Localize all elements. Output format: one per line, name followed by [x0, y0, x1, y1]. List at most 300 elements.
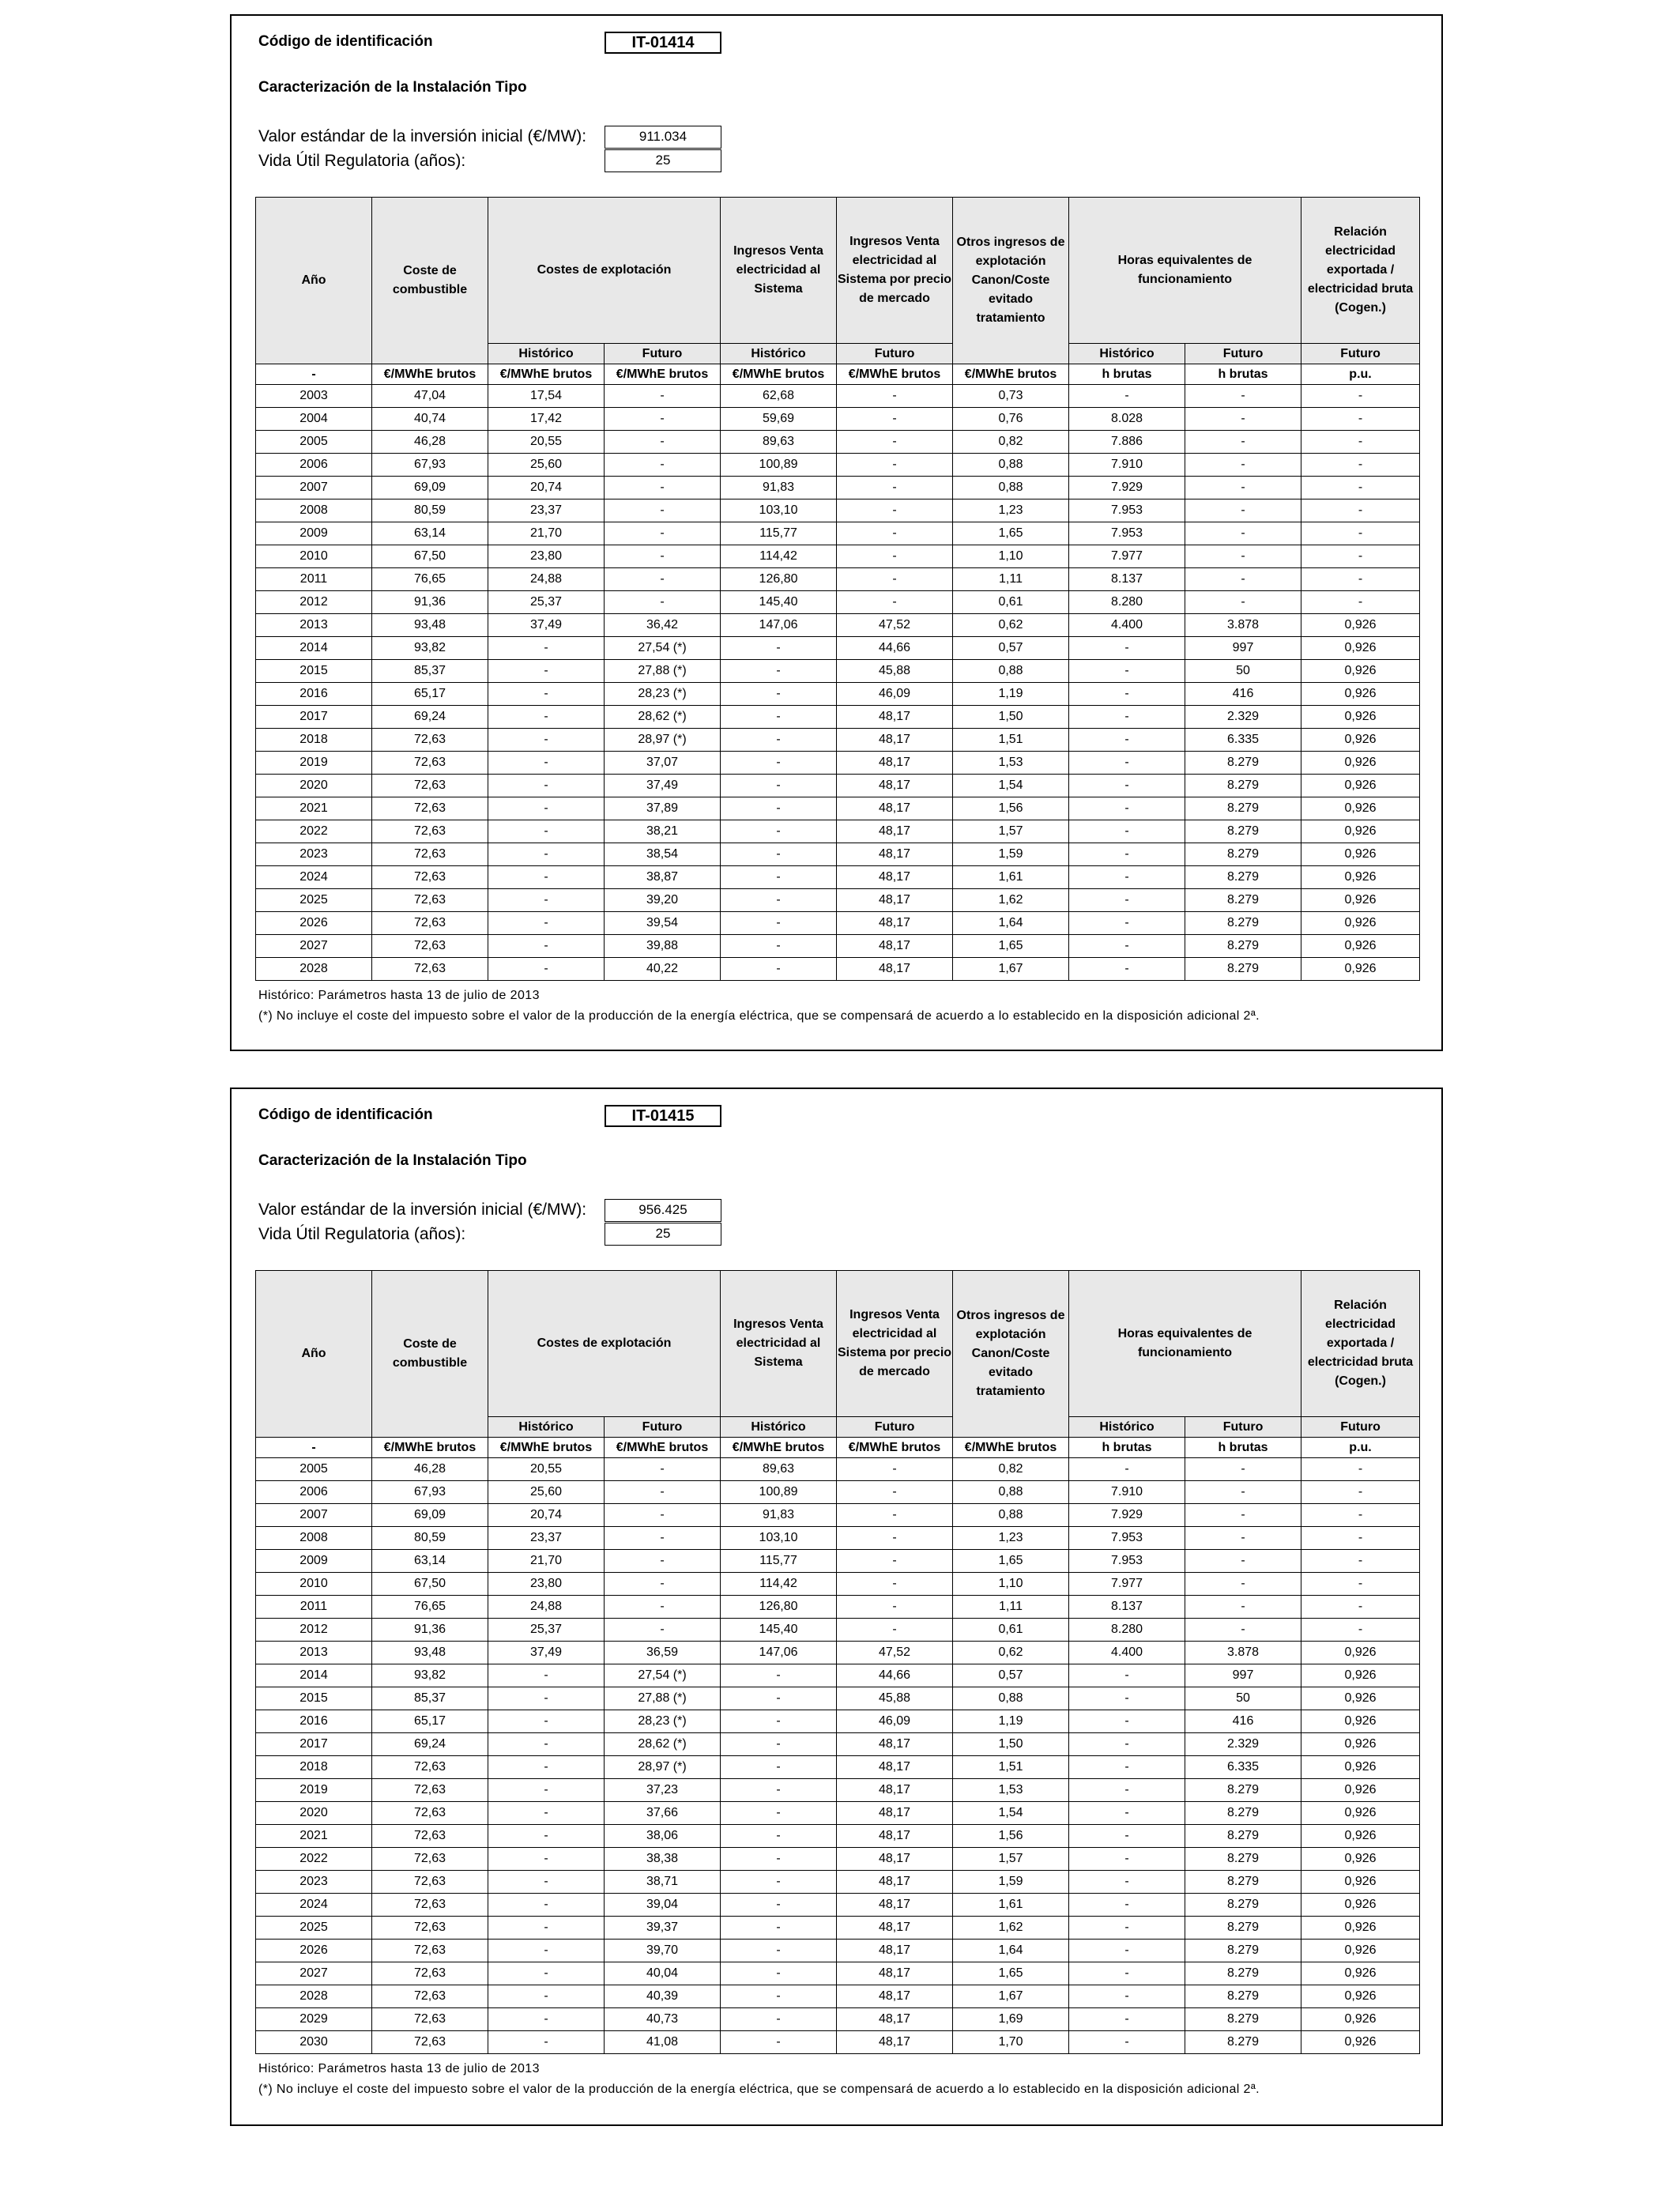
- table-row: [256, 1550, 1420, 1573]
- col-costes-explotacion: Costes de explotación: [488, 1271, 721, 1417]
- table-cell: 72,63: [372, 1779, 488, 1802]
- table-cell: -: [488, 958, 605, 981]
- table-cell: -: [1301, 1596, 1420, 1619]
- table-cell: 115,77: [721, 522, 837, 545]
- table-cell: 0,926: [1301, 843, 1420, 866]
- table-cell: -: [488, 1825, 605, 1848]
- table-row: [256, 866, 1420, 889]
- unit-cell: h brutas: [1185, 364, 1301, 385]
- notes: [258, 2059, 1260, 2100]
- table-cell: 0,82: [953, 431, 1069, 454]
- table-row: [256, 1940, 1420, 1962]
- table-cell: -: [837, 1573, 953, 1596]
- table-cell: -: [1069, 637, 1185, 660]
- table-cell: 37,23: [605, 1779, 721, 1802]
- unit-cell: h brutas: [1069, 364, 1185, 385]
- table-cell: -: [605, 545, 721, 568]
- table-row: [256, 477, 1420, 499]
- table-cell: 28,97 (*): [605, 729, 721, 752]
- table-cell: 1,51: [953, 1756, 1069, 1779]
- table-cell: 72,63: [372, 1985, 488, 2008]
- table-cell: 8.279: [1185, 1985, 1301, 2008]
- table-cell: 2010: [256, 545, 372, 568]
- table-cell: 72,63: [372, 866, 488, 889]
- table-cell: 2028: [256, 958, 372, 981]
- table-cell: 69,24: [372, 706, 488, 729]
- table-cell: 2025: [256, 889, 372, 912]
- table-cell: 2026: [256, 1940, 372, 1962]
- table-cell: 0,926: [1301, 1871, 1420, 1894]
- table-cell: 1,57: [953, 1848, 1069, 1871]
- table-cell: 114,42: [721, 1573, 837, 1596]
- unit-cell: h brutas: [1069, 1438, 1185, 1458]
- table-row: [256, 637, 1420, 660]
- table-cell: 1,59: [953, 843, 1069, 866]
- table-cell: -: [1069, 683, 1185, 706]
- table-cell: 8.137: [1069, 568, 1185, 591]
- table-cell: 1,19: [953, 1710, 1069, 1733]
- table-cell: 38,38: [605, 1848, 721, 1871]
- table-cell: 20,55: [488, 431, 605, 454]
- table-body: [256, 1458, 1420, 2054]
- table-cell: 145,40: [721, 1619, 837, 1642]
- table-cell: -: [1185, 591, 1301, 614]
- unit-cell: €/MWhE brutos: [488, 1438, 605, 1458]
- table-row: [256, 958, 1420, 981]
- table-cell: 28,97 (*): [605, 1756, 721, 1779]
- table-cell: 0,926: [1301, 1733, 1420, 1756]
- table-cell: 28,23 (*): [605, 683, 721, 706]
- table-row: [256, 889, 1420, 912]
- unit-cell: €/MWhE brutos: [721, 364, 837, 385]
- table-cell: -: [605, 1527, 721, 1550]
- table-body: [256, 385, 1420, 981]
- table-cell: 1,65: [953, 1550, 1069, 1573]
- table-cell: 46,28: [372, 1458, 488, 1481]
- table-cell: 72,63: [372, 1917, 488, 1940]
- sub-futuro: Futuro: [1301, 1417, 1420, 1438]
- table-cell: -: [721, 889, 837, 912]
- table-cell: 48,17: [837, 1756, 953, 1779]
- table-cell: 20,55: [488, 1458, 605, 1481]
- col-otros-ingresos: Otros ingresos de explotación Canon/Coste evitado tratamiento: [953, 198, 1069, 364]
- table-cell: 72,63: [372, 1962, 488, 1985]
- table-cell: 24,88: [488, 1596, 605, 1619]
- col-anio: Año: [256, 1271, 372, 1438]
- unit-cell: €/MWhE brutos: [837, 1438, 953, 1458]
- table-cell: -: [605, 499, 721, 522]
- table-cell: 85,37: [372, 1687, 488, 1710]
- table-cell: 27,54 (*): [605, 1664, 721, 1687]
- table-cell: 37,49: [488, 1642, 605, 1664]
- sub-futuro: Futuro: [837, 344, 953, 364]
- table-cell: 115,77: [721, 1550, 837, 1573]
- table-cell: 7.953: [1069, 1527, 1185, 1550]
- table-cell: 93,48: [372, 614, 488, 637]
- code-label: Código de identificación: [258, 1106, 433, 1123]
- table-cell: 38,71: [605, 1871, 721, 1894]
- sub-futuro: Futuro: [605, 344, 721, 364]
- table-cell: 1,64: [953, 912, 1069, 935]
- table-cell: 0,926: [1301, 1756, 1420, 1779]
- table-cell: 39,20: [605, 889, 721, 912]
- table-cell: 48,17: [837, 729, 953, 752]
- table-cell: -: [721, 1664, 837, 1687]
- table-cell: 1,54: [953, 775, 1069, 797]
- table-cell: 2.329: [1185, 706, 1301, 729]
- table-cell: -: [721, 1779, 837, 1802]
- table-cell: 37,49: [488, 614, 605, 637]
- table-cell: 37,66: [605, 1802, 721, 1825]
- table-cell: 1,70: [953, 2031, 1069, 2054]
- table-cell: 1,10: [953, 1573, 1069, 1596]
- table-cell: -: [1301, 499, 1420, 522]
- table-cell: 63,14: [372, 1550, 488, 1573]
- table-cell: 45,88: [837, 660, 953, 683]
- table-cell: -: [837, 1596, 953, 1619]
- table-cell: 0,926: [1301, 2008, 1420, 2031]
- table-cell: 23,80: [488, 545, 605, 568]
- col-otros-ingresos: Otros ingresos de explotación Canon/Coste evitado tratamiento: [953, 1271, 1069, 1438]
- table-cell: 0,926: [1301, 1779, 1420, 1802]
- table-cell: 48,17: [837, 912, 953, 935]
- table-cell: 46,28: [372, 431, 488, 454]
- table-row: [256, 385, 1420, 408]
- table-cell: -: [837, 568, 953, 591]
- table-cell: 8.279: [1185, 2008, 1301, 2031]
- table-cell: -: [1301, 408, 1420, 431]
- table-cell: 48,17: [837, 775, 953, 797]
- sub-historico: Histórico: [488, 344, 605, 364]
- table-cell: 48,17: [837, 752, 953, 775]
- table-cell: -: [605, 454, 721, 477]
- table-cell: 2008: [256, 1527, 372, 1550]
- table-cell: 1,19: [953, 683, 1069, 706]
- table-cell: 48,17: [837, 820, 953, 843]
- table-cell: -: [488, 1779, 605, 1802]
- table-cell: 7.910: [1069, 454, 1185, 477]
- unit-cell: €/MWhE brutos: [953, 1438, 1069, 1458]
- unit-cell: -: [256, 364, 372, 385]
- table-cell: 0,926: [1301, 683, 1420, 706]
- table-cell: -: [1069, 1985, 1185, 2008]
- table-cell: 23,37: [488, 1527, 605, 1550]
- table-cell: -: [605, 591, 721, 614]
- table-cell: -: [1185, 568, 1301, 591]
- table-cell: -: [488, 1871, 605, 1894]
- table-cell: -: [721, 820, 837, 843]
- sub-futuro: Futuro: [1185, 344, 1301, 364]
- table-cell: -: [1069, 1871, 1185, 1894]
- installation-panel: [230, 14, 1443, 1051]
- table-cell: 0,57: [953, 637, 1069, 660]
- note-historico: Histórico: Parámetros hasta 13 de julio de 2013: [258, 989, 540, 1002]
- table-cell: 40,04: [605, 1962, 721, 1985]
- table-row: [256, 912, 1420, 935]
- table-cell: 50: [1185, 1687, 1301, 1710]
- table-cell: 38,21: [605, 820, 721, 843]
- table-row: [256, 706, 1420, 729]
- table-cell: 20,74: [488, 1504, 605, 1527]
- table-row: [256, 1962, 1420, 1985]
- table-cell: -: [488, 752, 605, 775]
- table-cell: -: [488, 1985, 605, 2008]
- unit-cell: €/MWhE brutos: [953, 364, 1069, 385]
- col-relacion: Relación electricidad exportada / electricidad bruta (Cogen.): [1301, 1271, 1420, 1417]
- table-cell: 7.953: [1069, 499, 1185, 522]
- table-cell: 997: [1185, 1664, 1301, 1687]
- table-cell: 2009: [256, 522, 372, 545]
- table-cell: 44,66: [837, 1664, 953, 1687]
- table-cell: 1,11: [953, 1596, 1069, 1619]
- table-cell: 2006: [256, 454, 372, 477]
- unit-cell: -: [256, 1438, 372, 1458]
- table-cell: 1,56: [953, 1825, 1069, 1848]
- table-cell: 2004: [256, 408, 372, 431]
- table-cell: 40,74: [372, 408, 488, 431]
- sub-futuro: Futuro: [1301, 344, 1420, 364]
- table-cell: -: [488, 1687, 605, 1710]
- sub-historico: Histórico: [721, 1417, 837, 1438]
- table-cell: 48,17: [837, 1940, 953, 1962]
- table-cell: 1,50: [953, 706, 1069, 729]
- table-cell: -: [721, 752, 837, 775]
- col-costes-explotacion: Costes de explotación: [488, 198, 721, 344]
- table-cell: 0,73: [953, 385, 1069, 408]
- unit-cell: h brutas: [1185, 1438, 1301, 1458]
- table-row: [256, 1825, 1420, 1848]
- table-cell: -: [837, 454, 953, 477]
- table-cell: 1,61: [953, 866, 1069, 889]
- table-cell: 23,80: [488, 1573, 605, 1596]
- table-cell: -: [1069, 1733, 1185, 1756]
- table-cell: -: [488, 2031, 605, 2054]
- table-cell: 8.279: [1185, 866, 1301, 889]
- table-cell: 0,926: [1301, 866, 1420, 889]
- table-cell: -: [488, 775, 605, 797]
- table-cell: -: [721, 1710, 837, 1733]
- table-cell: 72,63: [372, 935, 488, 958]
- table-cell: 1,53: [953, 1779, 1069, 1802]
- table-cell: 7.953: [1069, 522, 1185, 545]
- table-cell: 4.400: [1069, 614, 1185, 637]
- unit-cell: €/MWhE brutos: [721, 1438, 837, 1458]
- table-cell: -: [721, 1687, 837, 1710]
- table-cell: -: [488, 1894, 605, 1917]
- table-cell: 38,06: [605, 1825, 721, 1848]
- table-cell: 28,23 (*): [605, 1710, 721, 1733]
- table-cell: -: [1069, 1802, 1185, 1825]
- unit-cell: p.u.: [1301, 1438, 1420, 1458]
- code-value: IT-01415: [605, 1105, 721, 1127]
- table-cell: 48,17: [837, 866, 953, 889]
- table-cell: 7.929: [1069, 477, 1185, 499]
- table-cell: 0,926: [1301, 1985, 1420, 2008]
- table-cell: 72,63: [372, 775, 488, 797]
- sub-historico: Histórico: [1069, 1417, 1185, 1438]
- table-cell: -: [1069, 1940, 1185, 1962]
- table-cell: -: [721, 1917, 837, 1940]
- table-cell: -: [721, 775, 837, 797]
- table-cell: -: [488, 683, 605, 706]
- table-cell: -: [837, 1550, 953, 1573]
- table-cell: -: [488, 2008, 605, 2031]
- table-cell: -: [605, 568, 721, 591]
- table-cell: 2013: [256, 614, 372, 637]
- table-cell: 48,17: [837, 1733, 953, 1756]
- table-cell: 2017: [256, 1733, 372, 1756]
- unit-cell: €/MWhE brutos: [605, 364, 721, 385]
- table-cell: -: [488, 1664, 605, 1687]
- table-cell: 69,09: [372, 477, 488, 499]
- table-cell: 1,67: [953, 1985, 1069, 2008]
- table-cell: 145,40: [721, 591, 837, 614]
- table-row: [256, 1802, 1420, 1825]
- table-row: [256, 1894, 1420, 1917]
- table-cell: 21,70: [488, 1550, 605, 1573]
- table-row: [256, 1779, 1420, 1802]
- code-label: Código de identificación: [258, 33, 433, 50]
- table-cell: 0,926: [1301, 912, 1420, 935]
- investment-value: 911.034: [605, 126, 721, 149]
- table-cell: -: [837, 591, 953, 614]
- table-cell: 8.279: [1185, 775, 1301, 797]
- table-row: [256, 1756, 1420, 1779]
- table-cell: 72,63: [372, 912, 488, 935]
- table-cell: -: [1069, 775, 1185, 797]
- table-cell: 8.279: [1185, 912, 1301, 935]
- table-cell: 0,76: [953, 408, 1069, 431]
- table-cell: 65,17: [372, 1710, 488, 1733]
- table-row: [256, 1917, 1420, 1940]
- table-cell: 0,926: [1301, 797, 1420, 820]
- table-cell: -: [605, 1481, 721, 1504]
- table-cell: 2012: [256, 591, 372, 614]
- table-row: [256, 1573, 1420, 1596]
- table-cell: 2017: [256, 706, 372, 729]
- table-row: [256, 1596, 1420, 1619]
- table-cell: -: [1301, 1527, 1420, 1550]
- code-value: IT-01414: [605, 32, 721, 54]
- table-cell: -: [605, 1550, 721, 1573]
- table-cell: -: [1301, 568, 1420, 591]
- table-cell: 69,09: [372, 1504, 488, 1527]
- table-cell: 1,62: [953, 889, 1069, 912]
- table-cell: 1,62: [953, 1917, 1069, 1940]
- table-cell: 2025: [256, 1917, 372, 1940]
- table-cell: -: [1185, 1573, 1301, 1596]
- table-cell: 39,54: [605, 912, 721, 935]
- sub-historico: Histórico: [488, 1417, 605, 1438]
- table-cell: 0,62: [953, 614, 1069, 637]
- col-relacion: Relación electricidad exportada / electricidad bruta (Cogen.): [1301, 198, 1420, 344]
- table-cell: 48,17: [837, 797, 953, 820]
- table-cell: -: [605, 1458, 721, 1481]
- table-cell: -: [721, 1848, 837, 1871]
- table-cell: 4.400: [1069, 1642, 1185, 1664]
- table-cell: -: [605, 1596, 721, 1619]
- table-cell: 85,37: [372, 660, 488, 683]
- table-cell: 91,36: [372, 1619, 488, 1642]
- table-row: [256, 614, 1420, 637]
- table-cell: -: [837, 1504, 953, 1527]
- table-cell: -: [488, 1802, 605, 1825]
- table-cell: -: [1185, 385, 1301, 408]
- table-cell: 0,88: [953, 477, 1069, 499]
- table-cell: -: [721, 912, 837, 935]
- table-cell: -: [1069, 1458, 1185, 1481]
- table-row: [256, 499, 1420, 522]
- table-cell: 2011: [256, 1596, 372, 1619]
- table-cell: 1,10: [953, 545, 1069, 568]
- table-cell: -: [605, 1504, 721, 1527]
- table-cell: 72,63: [372, 1894, 488, 1917]
- table-cell: 27,54 (*): [605, 637, 721, 660]
- table-cell: -: [1069, 843, 1185, 866]
- table-cell: 72,63: [372, 889, 488, 912]
- table-cell: -: [1185, 545, 1301, 568]
- table-cell: 44,66: [837, 637, 953, 660]
- table-cell: 100,89: [721, 454, 837, 477]
- investment-label: Valor estándar de la inversión inicial (€/MW):: [258, 1201, 587, 1219]
- table-cell: 416: [1185, 1710, 1301, 1733]
- table-cell: 67,93: [372, 454, 488, 477]
- table-cell: 0,926: [1301, 1894, 1420, 1917]
- table-cell: -: [488, 866, 605, 889]
- table-cell: 48,17: [837, 1779, 953, 1802]
- table-cell: -: [488, 1733, 605, 1756]
- table-cell: -: [721, 1940, 837, 1962]
- sub-historico: Histórico: [1069, 344, 1185, 364]
- table-cell: -: [1185, 1504, 1301, 1527]
- table-row: [256, 1848, 1420, 1871]
- unit-cell: €/MWhE brutos: [837, 364, 953, 385]
- table-cell: -: [1185, 408, 1301, 431]
- table-cell: 2021: [256, 797, 372, 820]
- table-cell: 2026: [256, 912, 372, 935]
- table-cell: 2018: [256, 729, 372, 752]
- table-cell: -: [1069, 2031, 1185, 2054]
- table-cell: 1,53: [953, 752, 1069, 775]
- table-cell: -: [721, 2031, 837, 2054]
- table-cell: 47,52: [837, 614, 953, 637]
- table-cell: 40,39: [605, 1985, 721, 2008]
- table-cell: 80,59: [372, 1527, 488, 1550]
- table-row: [256, 1733, 1420, 1756]
- table-cell: 0,926: [1301, 729, 1420, 752]
- table-cell: 72,63: [372, 1940, 488, 1962]
- table-cell: 2011: [256, 568, 372, 591]
- table-cell: -: [1069, 889, 1185, 912]
- table-cell: -: [1069, 706, 1185, 729]
- table-cell: 2010: [256, 1573, 372, 1596]
- table-cell: 48,17: [837, 1871, 953, 1894]
- table-cell: 1,54: [953, 1802, 1069, 1825]
- table-cell: 67,50: [372, 1573, 488, 1596]
- table-cell: 2024: [256, 1894, 372, 1917]
- sub-futuro: Futuro: [837, 1417, 953, 1438]
- table-cell: -: [1185, 1550, 1301, 1573]
- useful-life-label: Vida Útil Regulatoria (años):: [258, 1225, 466, 1243]
- table-cell: 1,56: [953, 797, 1069, 820]
- table-cell: 1,65: [953, 522, 1069, 545]
- table-cell: 8.279: [1185, 935, 1301, 958]
- table-cell: -: [1301, 522, 1420, 545]
- table-cell: 80,59: [372, 499, 488, 522]
- table-cell: 27,88 (*): [605, 1687, 721, 1710]
- table-cell: -: [1069, 1825, 1185, 1848]
- sub-futuro: Futuro: [605, 1417, 721, 1438]
